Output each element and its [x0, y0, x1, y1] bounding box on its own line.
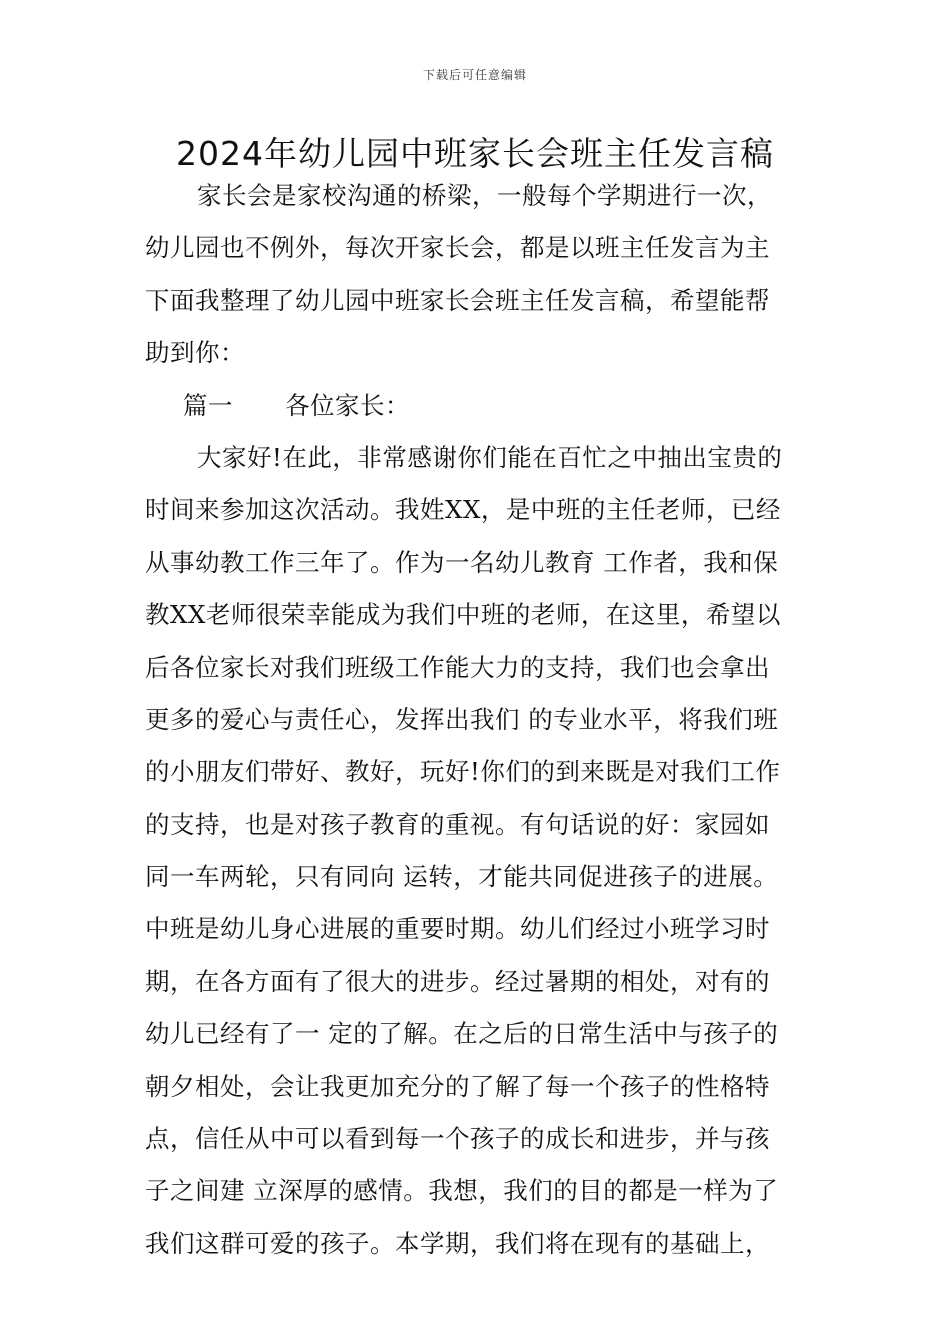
speech-line: 从事幼教工作三年了。作为一名幼儿教育 工作者，我和保 [145, 547, 779, 577]
speech-line: 同一车两轮，只有同向 运转，才能共同促进孩子的进展。 [145, 862, 779, 892]
speech-line: 我们这群可爱的孩子。本学期，我们将在现有的基础上， [145, 1228, 770, 1258]
speech-line: 中班是幼儿身心进展的重要时期。幼儿们经过小班学习时 [145, 914, 770, 944]
speech-line: 的支持，也是对孩子教育的重视。有句话说的好：家园如 [145, 809, 770, 839]
intro-line: 下面我整理了幼儿园中班家长会班主任发言稿，希望能帮 [145, 285, 770, 315]
speech-line: 大家好!在此，非常感谢你们能在百忙之中抽出宝贵的 [197, 442, 783, 472]
document-body [145, 170, 810, 1270]
section-label: 篇一 [183, 390, 233, 420]
salutation: 各位家长： [285, 390, 410, 420]
speech-line: 点，信任从中可以看到每一个孩子的成长和进步，并与孩 [145, 1124, 770, 1154]
intro-line: 家长会是家校沟通的桥梁，一般每个学期进行一次， [197, 181, 772, 210]
intro-line: 幼儿园也不例外，每次开家长会，都是以班主任发言为主 [145, 233, 770, 263]
speech-line: 教XX老师很荣幸能成为我们中班的老师，在这里，希望以 [145, 600, 781, 630]
header-note: 下载后可任意编辑 [422, 68, 527, 82]
speech-line: 子之间建 立深厚的感情。我想，我们的目的都是一样为了 [145, 1176, 779, 1206]
speech-line: 后各位家长对我们班级工作能大力的支持，我们也会拿出 [145, 652, 770, 682]
speech-line: 幼儿已经有了一 定的了解。在之后的日常生活中与孩子的 [145, 1019, 779, 1049]
speech-line: 朝夕相处，会让我更加充分的了解了每一个孩子的性格特 [145, 1071, 770, 1101]
speech-line: 时间来参加这次活动。我姓XX，是中班的主任老师，已经 [145, 495, 781, 525]
speech-line: 的小朋友们带好、教好，玩好!你们的到来既是对我们工作 [145, 757, 781, 787]
intro-line: 助到你： [145, 338, 245, 368]
speech-line: 更多的爱心与责任心，发挥出我们 的专业水平，将我们班 [145, 704, 779, 734]
section-heading [145, 380, 810, 432]
document-title: 2024年幼儿园中班家长会班主任发言稿 [176, 134, 774, 173]
speech-line: 期，在各方面有了很大的进步。经过暑期的相处，对有的 [145, 966, 770, 996]
